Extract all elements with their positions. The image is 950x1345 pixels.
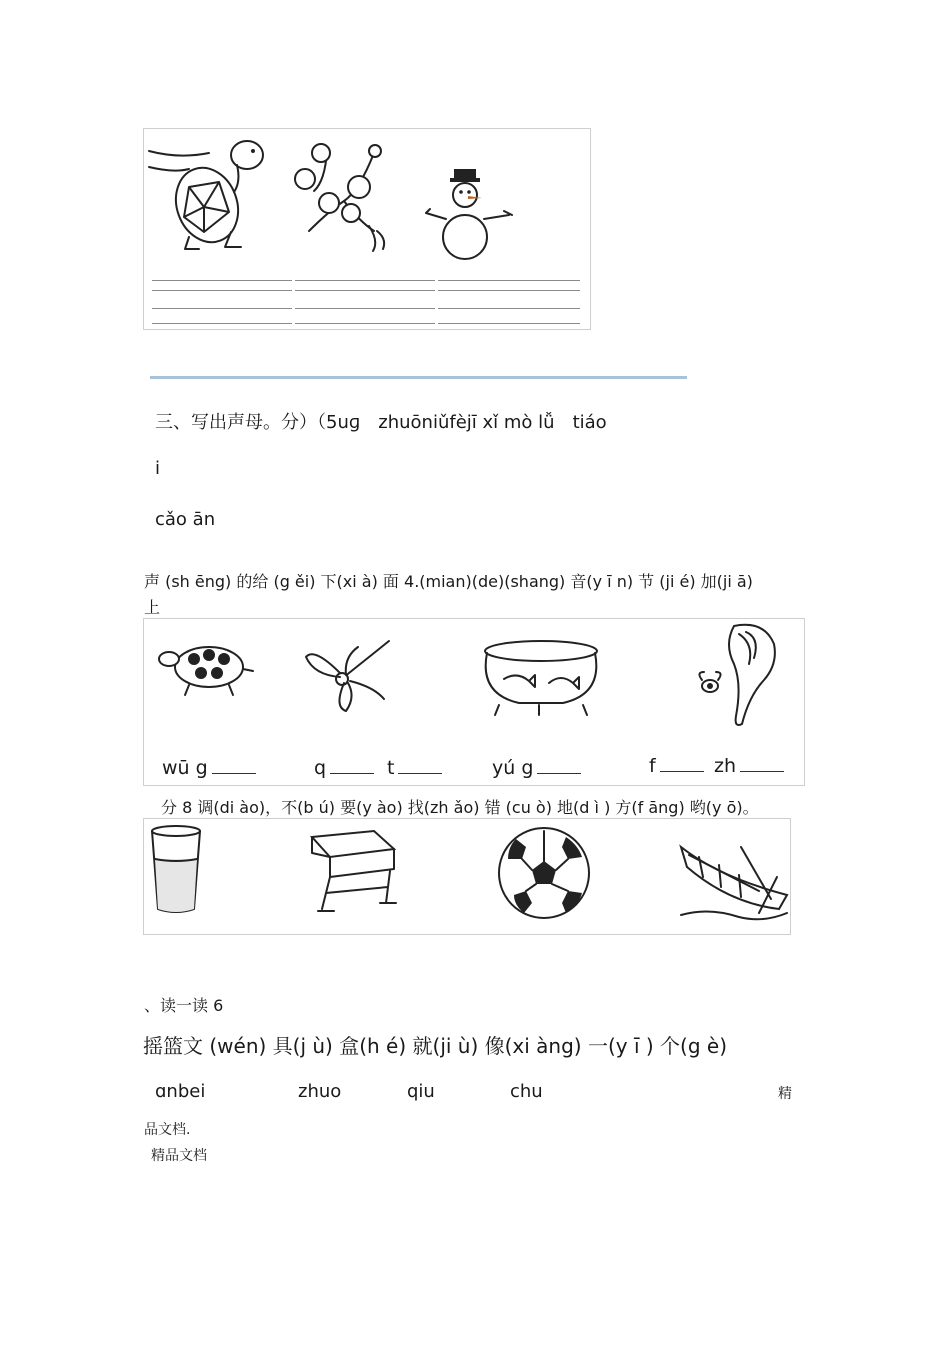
tortoise-illustration [159, 641, 254, 696]
section3-line-i: i [155, 458, 161, 479]
plum-blossom-illustration [289, 131, 399, 256]
section3-line-caoan: cǎo ān [155, 509, 216, 530]
section4-instruction-cont: 上 [144, 598, 161, 617]
section6-words: 摇篮文 (wén) 具(j ù) 盒(h é) 就(ji ù) 像(xi àng) 一(y ī ) 个(g è) [143, 1034, 727, 1058]
football-illustration [496, 825, 592, 921]
fan-fly-illustration [694, 624, 784, 732]
pinyin-item-4 [492, 757, 581, 779]
watermark-jing: 精 [778, 1086, 792, 1102]
answer-chu: chu [510, 1081, 543, 1102]
answer-blank[interactable] [740, 757, 784, 772]
pinyin-text: wū g [162, 757, 208, 779]
section4-instruction: 声 (sh ēng) 的给 (g ěi) 下(xi à) 面 4.(mian)(de)(shang) 音(y ī n) 节 (ji é) 加(ji ā) [144, 572, 753, 591]
picture-panel-pinyin [143, 618, 805, 786]
turtle-illustration [149, 137, 279, 252]
section3-heading: 三、写出声母。分）（5uɡ zhuōniǔfèjī xǐ mò lǚ tiáo [155, 412, 607, 433]
glass-illustration [149, 825, 204, 915]
dragonfly-illustration [304, 637, 399, 717]
pinyin-item-6 [714, 755, 784, 777]
answer-blank[interactable] [330, 759, 374, 774]
pinyin-text: q [314, 757, 327, 779]
pinyin-item-5 [649, 755, 704, 777]
section8-instruction: 分 8 调(di ào)，不(b ú) 要(y ào) 找(zh ǎo) 错 (cu ò) 地(d ì ) 方(f āng) 哟(y ō)。 [161, 798, 759, 817]
pinyin-text: zh [714, 755, 737, 777]
answer-blank[interactable] [537, 759, 581, 774]
watermark-jingpinwendang: 精品文档 [151, 1148, 207, 1164]
fishbowl-illustration [479, 639, 604, 717]
picture-panel-writing [143, 128, 591, 330]
section-divider [150, 376, 687, 379]
desk-illustration [304, 829, 399, 924]
pinyin-text: t [387, 757, 395, 779]
answer-blank[interactable] [398, 759, 442, 774]
section6-heading: 、读一读 6 [144, 996, 224, 1015]
answer-anbei: ɑnbei [155, 1081, 206, 1102]
picture-panel-objects [143, 818, 791, 935]
answer-blank[interactable] [212, 759, 256, 774]
pinyin-item-2 [314, 757, 374, 779]
answer-qiu: qiu [407, 1081, 435, 1102]
pinyin-item-3 [387, 757, 442, 779]
watermark-pinwendang: 品文档. [144, 1122, 191, 1138]
boat-illustration [679, 837, 789, 922]
answer-zhuo: zhuo [298, 1081, 342, 1102]
answer-blank[interactable] [660, 757, 704, 772]
snowman-illustration [424, 167, 524, 262]
pinyin-text: f [649, 755, 656, 777]
pinyin-text: yú g [492, 757, 534, 779]
pinyin-item-1 [162, 757, 256, 779]
